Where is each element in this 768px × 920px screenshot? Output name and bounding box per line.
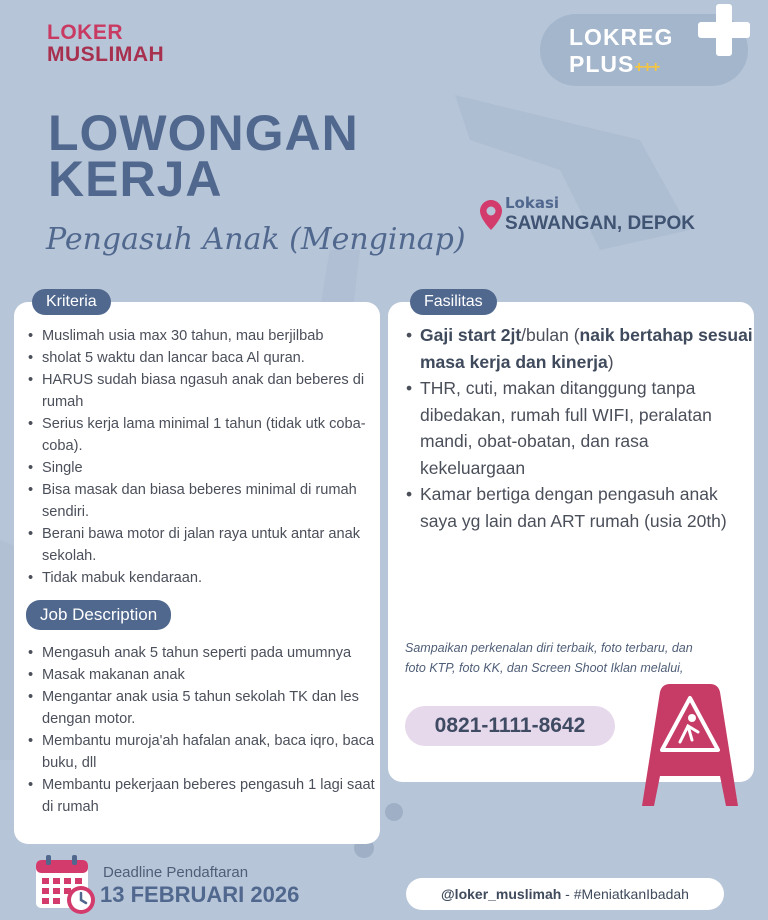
salary-close: ) bbox=[607, 351, 614, 372]
plus-icon bbox=[698, 4, 750, 56]
job-description-heading: Job Description bbox=[26, 600, 171, 630]
title-line1: LOWONGAN bbox=[48, 105, 359, 161]
phone-number[interactable]: 0821-1111-8642 bbox=[405, 706, 615, 746]
list-item: • Membantu pekerjaan beberes pengasuh 1 lagi saat di rumah bbox=[28, 774, 380, 818]
list-item: • Serius kerja lama minimal 1 tahun (tidak utk coba-coba). bbox=[28, 413, 378, 457]
list-item: • Mengantar anak usia 5 tahun sekolah TK dan les dengan motor. bbox=[28, 686, 380, 730]
list-item: • Muslimah usia max 30 tahun, mau berjilbab bbox=[28, 325, 378, 347]
job-description-list bbox=[28, 642, 380, 818]
location-value: SAWANGAN, DEPOK bbox=[505, 213, 696, 234]
kriteria-list bbox=[28, 325, 378, 589]
list-item: • Kamar bertiga dengan pengasuh anak saya yg lain dan ART rumah (usia 20th) bbox=[406, 481, 756, 534]
salary-period: /bulan ( bbox=[521, 325, 580, 345]
list-item: • sholat 5 waktu dan lancar baca Al quran. bbox=[28, 347, 378, 369]
list-item: • Membantu muroja'ah hafalan anak, baca iqro, baca buku, dll bbox=[28, 730, 380, 774]
position-title: Pengasuh Anak (Menginap) bbox=[46, 222, 466, 257]
social-separator: - bbox=[561, 886, 574, 902]
apply-instructions: Sampaikan perkenalan diri terbaik, foto terbaru, dan foto KTP, foto KK, dan Screen Shoot Iklan melalui, bbox=[405, 641, 693, 675]
badge-line2: PLUS bbox=[569, 51, 635, 77]
social-footer bbox=[406, 878, 724, 910]
brand-line2: MUSLIMAH bbox=[47, 43, 165, 66]
deadline-label: Deadline Pendaftaran bbox=[103, 864, 249, 881]
location-label: Lokasi bbox=[505, 194, 560, 212]
calendar-icon bbox=[34, 854, 98, 916]
list-item bbox=[406, 322, 756, 375]
salary-text: Gaji start 2jt bbox=[420, 325, 522, 345]
list-item: • THR, cuti, makan ditanggung tanpa dibedakan, rumah full WIFI, peralatan mandi, obat-obatan, dan rasa kekeluargaan bbox=[406, 375, 756, 481]
title-line2: KERJA bbox=[48, 151, 223, 207]
list-item: • Mengasuh anak 5 tahun seperti pada umumnya bbox=[28, 642, 380, 664]
caution-sign-icon bbox=[630, 684, 750, 806]
location-pin-icon bbox=[480, 200, 502, 230]
list-item: • HARUS sudah biasa ngasuh anak dan beberes di rumah bbox=[28, 369, 378, 413]
fasilitas-heading: Fasilitas bbox=[410, 289, 497, 315]
social-hashtag: #MeniatkanIbadah bbox=[573, 886, 689, 902]
list-item: • Masak makanan anak bbox=[28, 664, 380, 686]
list-item: • Bisa masak dan biasa beberes minimal di rumah sendiri. bbox=[28, 479, 378, 523]
social-handle[interactable]: @loker_muslimah bbox=[441, 886, 562, 902]
badge-line1: LOKREG bbox=[569, 24, 674, 50]
brand-logo bbox=[47, 22, 164, 66]
brand-line1: LOKER bbox=[47, 21, 123, 44]
list-item: • Tidak mabuk kendaraan. bbox=[28, 567, 378, 589]
badge-plus-marks: +++ bbox=[634, 59, 660, 76]
fasilitas-list bbox=[406, 322, 756, 534]
kriteria-heading: Kriteria bbox=[32, 289, 111, 315]
deadline-date: 13 FEBRUARI 2026 bbox=[100, 882, 300, 907]
list-item: • Berani bawa motor di jalan raya untuk antar anak sekolah. bbox=[28, 523, 378, 567]
salary-note: naik bertahap sesuai masa kerja dan kinerja bbox=[420, 325, 753, 372]
list-item: • Single bbox=[28, 457, 378, 479]
page-title bbox=[48, 105, 359, 207]
